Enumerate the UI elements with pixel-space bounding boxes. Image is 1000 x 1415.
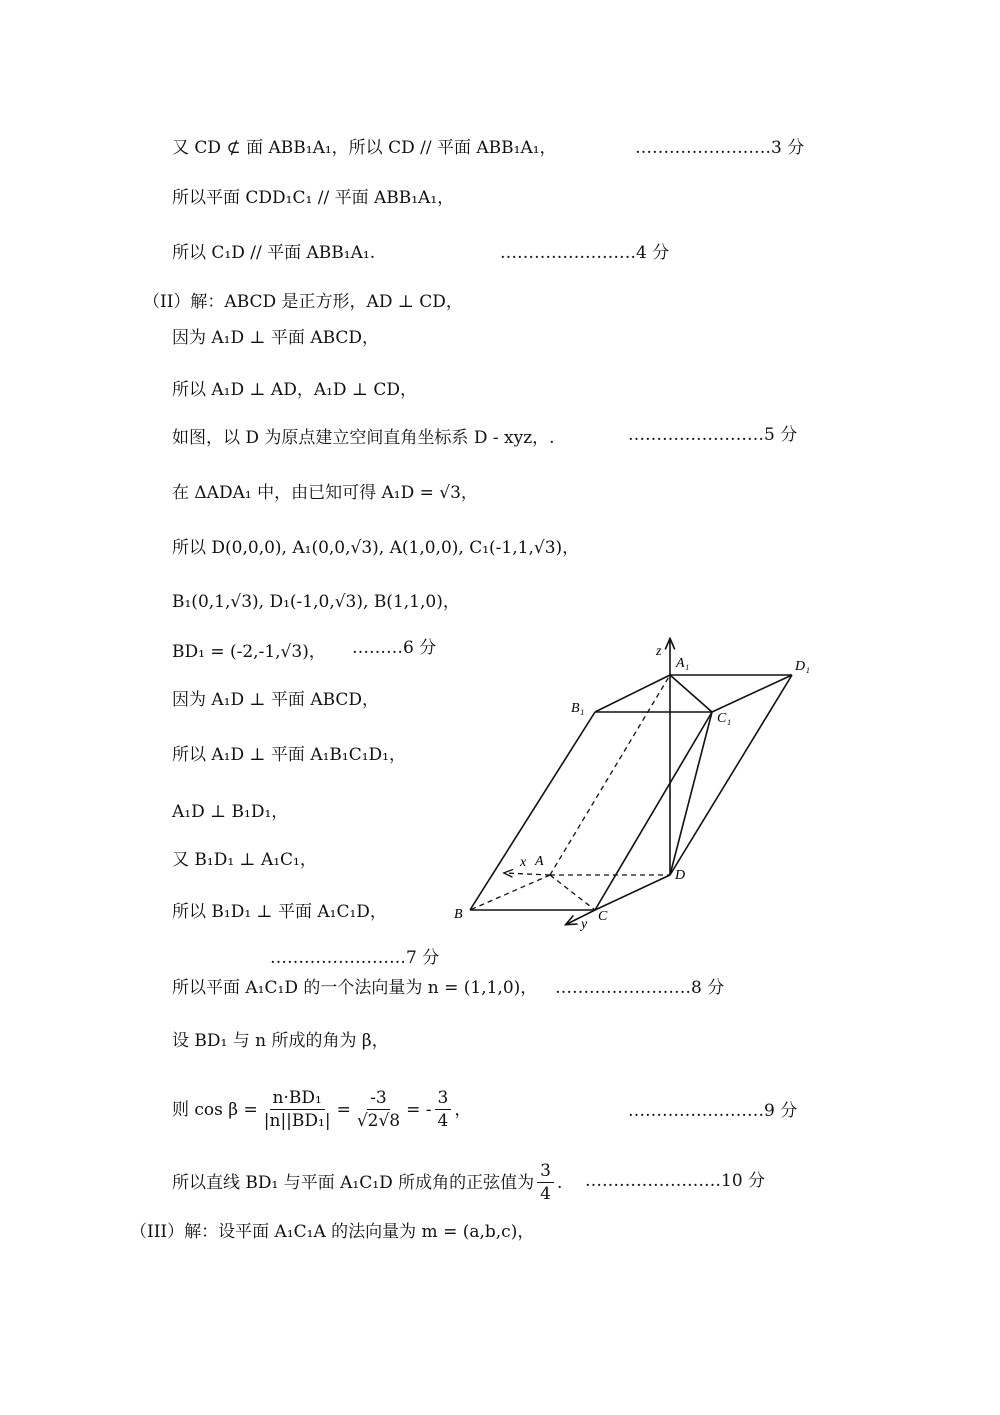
x-axis [505, 873, 550, 875]
text-line: 设 BD₁ 与 n 所成的角为 β， [172, 1031, 389, 1051]
numerator: n·BD₁ [270, 1087, 325, 1110]
score-6: ………6 分 [352, 638, 437, 658]
label-C: C [598, 909, 608, 924]
label-C1: C₁ [717, 711, 732, 726]
denominator: 4 [437, 1111, 449, 1131]
section-heading-3: （III）解：设平面 A₁C₁A 的法向量为 m = (a,b,c)， [130, 1222, 535, 1242]
label-D1: D₁ [795, 659, 810, 674]
score-9: ……………………9 分 [628, 1101, 798, 1121]
text-line: 又 B₁D₁ ⊥ A₁C₁， [172, 850, 317, 870]
score-10: ……………………10 分 [585, 1171, 766, 1191]
text-line: 所以平面 A₁C₁D 的一个法向量为 n = (1,1,0)， [172, 978, 538, 998]
label-z: z [656, 644, 662, 659]
score-7: ……………………7 分 [270, 948, 440, 968]
text-line: 因为 A₁D ⊥ 平面 ABCD， [172, 690, 380, 710]
numerator: 3 [435, 1087, 452, 1110]
edge-CC1 [595, 712, 712, 910]
label-D: D [675, 868, 686, 883]
text-line: 又 CD ⊄ 面 ABB₁A₁，所以 CD // 平面 ABB₁A₁， [172, 138, 557, 158]
edge-A1C1 [670, 675, 712, 712]
comma: ， [454, 1099, 472, 1120]
text-line: BD₁ = (-2,-1,√3)， [172, 642, 326, 662]
edge-DC1 [670, 712, 712, 875]
text-line: 所以 B₁D₁ ⊥ 平面 A₁C₁D， [172, 902, 387, 922]
text-line: B₁(0,1,√3), D₁(-1,0,√3), B(1,1,0)， [172, 592, 460, 612]
numerator: -3 [367, 1087, 390, 1110]
label-B: B [454, 907, 463, 922]
text-line: 所以 A₁D ⊥ 平面 A₁B₁C₁D₁， [172, 745, 406, 765]
equals: = - [406, 1099, 432, 1120]
score-5: ……………………5 分 [628, 425, 798, 445]
equals: = [336, 1099, 351, 1120]
label-A: A [535, 854, 544, 869]
text-line: 因为 A₁D ⊥ 平面 ABCD， [172, 328, 380, 348]
edge-DD1 [670, 675, 792, 875]
label-B1: B₁ [571, 701, 585, 716]
text-line: 如图，以 D 为原点建立空间直角坐标系 D - xyz，. [172, 428, 555, 448]
edge-B1B [470, 712, 595, 910]
cos-prefix: 则 cos β = [172, 1099, 258, 1120]
period: . [556, 1172, 563, 1193]
numerator: 3 [537, 1160, 554, 1183]
score-3: ……………………3 分 [635, 138, 805, 158]
text-line: 在 ΔADA₁ 中，由已知可得 A₁D = √3， [172, 483, 478, 503]
denominator: |n||BD₁| [263, 1111, 331, 1131]
text-line: 所以平面 CDD₁C₁ // 平面 ABB₁A₁， [172, 188, 455, 208]
label-y: y [581, 917, 588, 932]
section-heading-2: （II）解：ABCD 是正方形，AD ⊥ CD， [143, 292, 463, 312]
text-line: 所以直线 BD₁ 与平面 A₁C₁D 所成角的正弦值为 [172, 1172, 535, 1193]
label-A1: A₁ [676, 656, 690, 671]
score-8: ……………………8 分 [555, 978, 725, 998]
text-line: 所以 D(0,0,0), A₁(0,0,√3), A(1,0,0), C₁(-1,1,√3)， [172, 538, 580, 558]
denominator: √2√8 [356, 1111, 401, 1131]
denominator: 4 [540, 1184, 551, 1204]
text-line: 所以 C₁D // 平面 ABB₁A₁. [172, 243, 376, 263]
edge-AC [550, 875, 595, 910]
text-line: 所以 A₁D ⊥ AD，A₁D ⊥ CD， [172, 380, 417, 400]
label-x: x [520, 855, 527, 870]
edge-AB [470, 875, 550, 910]
score-4: ……………………4 分 [500, 243, 670, 263]
text-line: A₁D ⊥ B₁D₁， [172, 802, 289, 822]
